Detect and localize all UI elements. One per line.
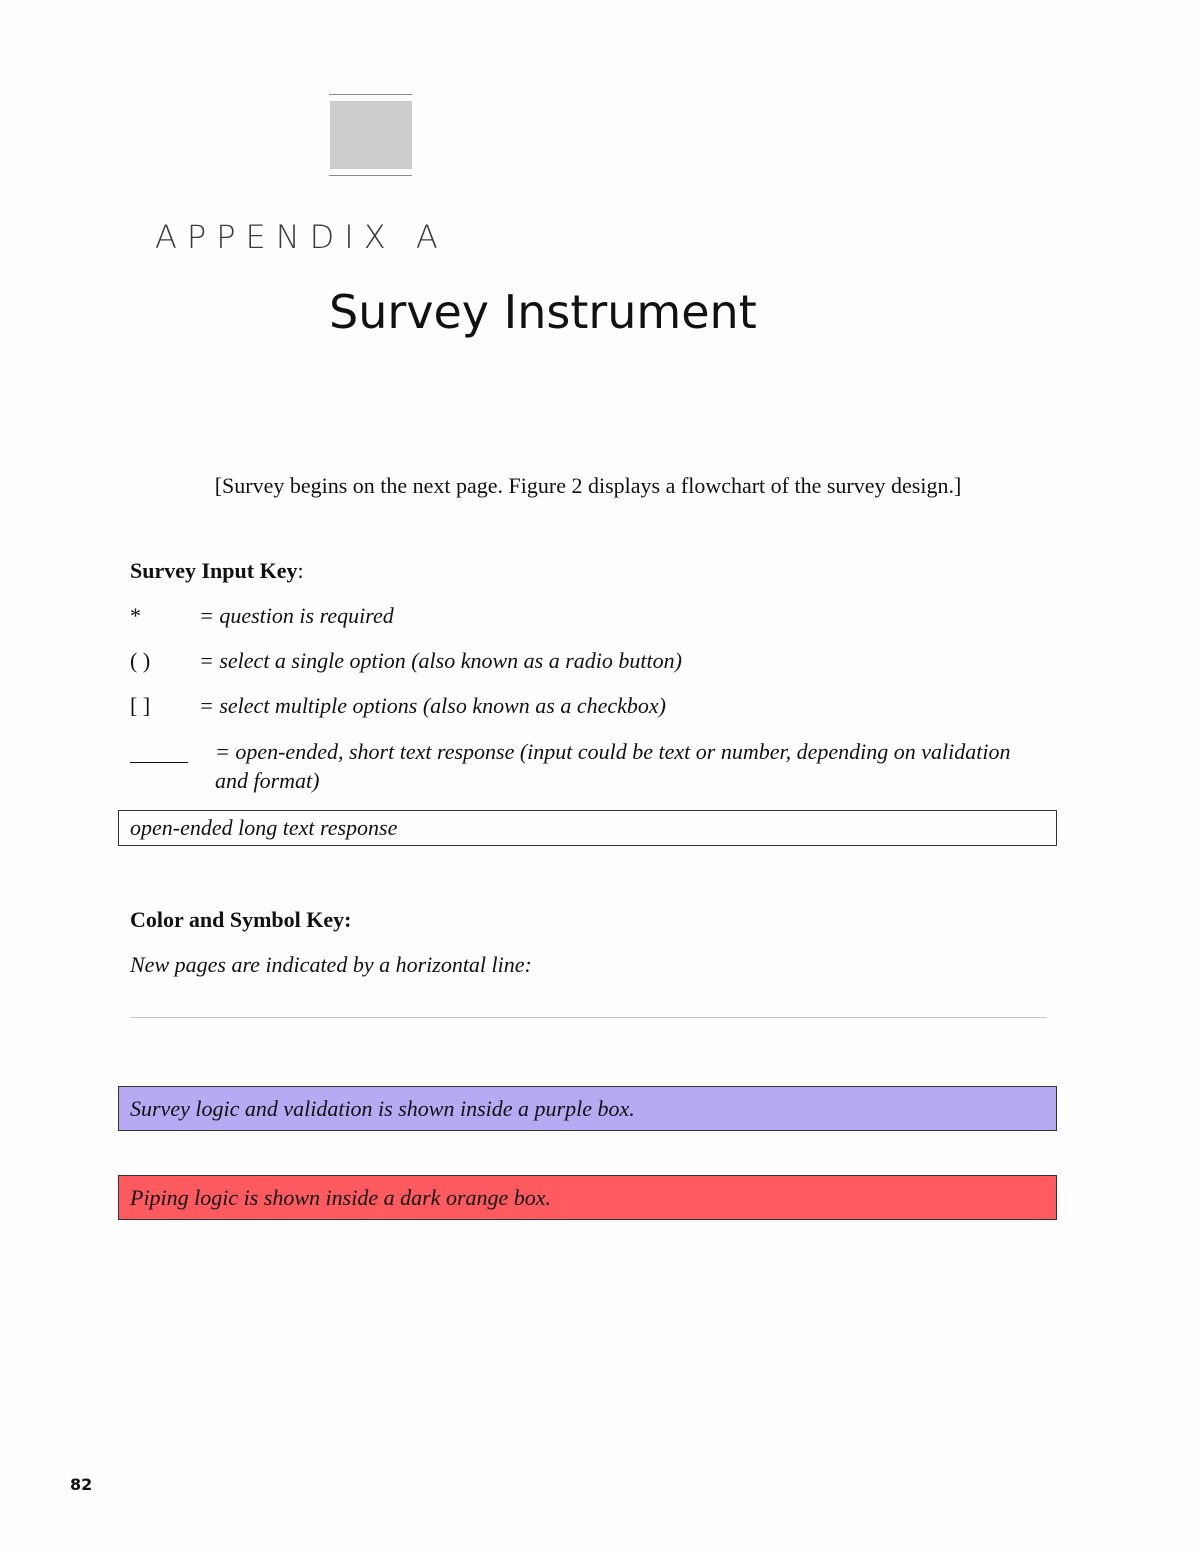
key-symbol-parentheses: ( ) — [130, 648, 151, 673]
key-symbol-asterisk: * — [130, 603, 141, 628]
input-key-heading — [130, 558, 304, 584]
new-page-rule — [130, 1017, 1047, 1018]
new-page-note: New pages are indicated by a horizontal line: — [130, 952, 532, 977]
chapter-decoration-block — [330, 101, 412, 169]
intro-text: [Survey begins on the next page. Figure 2 displays a flowchart of the survey design.] — [214, 473, 962, 498]
color-key-heading: Color and Symbol Key: — [130, 907, 352, 932]
key-description-radio: = select a single option (also known as a radio button) — [199, 648, 682, 673]
key-description-short-text: = open-ended, short text response (input could be text or number, depending on validation and format) — [215, 739, 1011, 793]
chapter-title: Survey Instrument — [329, 285, 757, 339]
appendix-label: APPENDIX A — [155, 218, 448, 256]
input-key-heading-colon: : — [297, 558, 304, 583]
input-key-heading-text: Survey Input Key — [130, 558, 298, 583]
long-text-response-box: open-ended long text response — [118, 810, 1057, 846]
chapter-top-rule — [329, 94, 412, 95]
piping-logic-box: Piping logic is shown inside a dark orange box. — [118, 1175, 1057, 1220]
key-description-checkbox: = select multiple options (also known as a checkbox) — [199, 693, 666, 718]
chapter-bottom-rule — [329, 175, 412, 176]
key-symbol-brackets: [ ] — [130, 693, 151, 718]
survey-logic-box: Survey logic and validation is shown inside a purple box. — [118, 1086, 1057, 1131]
key-description-required: = question is required — [199, 603, 394, 628]
page-number: 82 — [70, 1475, 93, 1494]
key-symbol-blank-line — [130, 762, 188, 763]
